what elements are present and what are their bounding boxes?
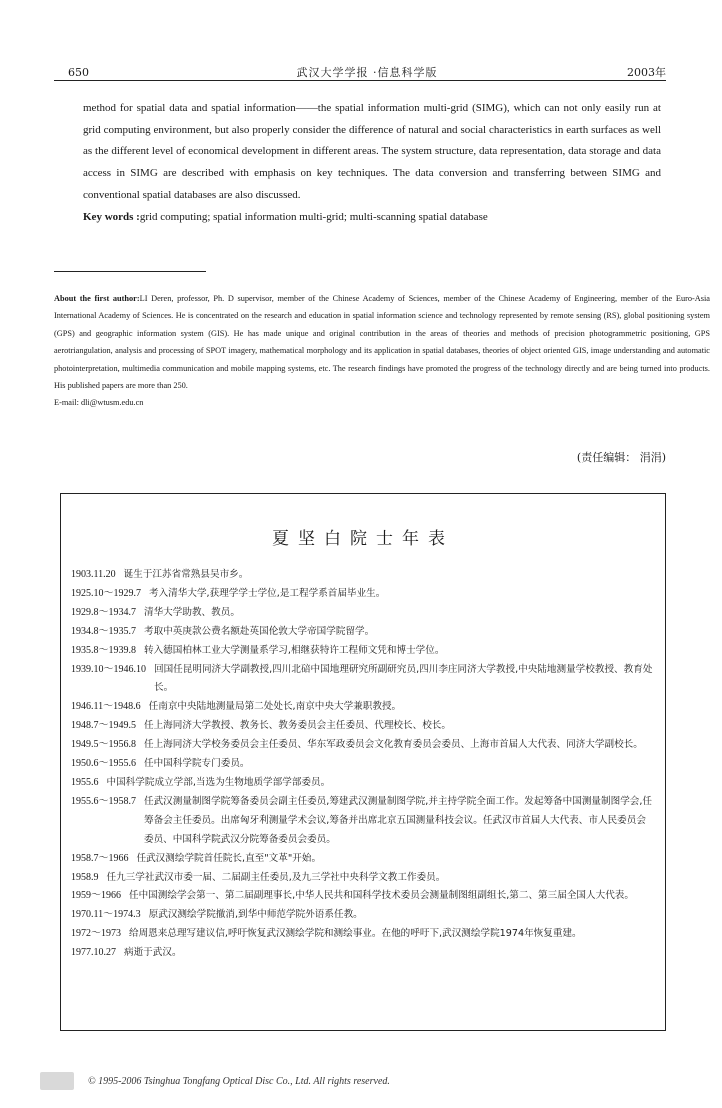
entry-date: 1948.7～1949.5 <box>71 720 136 732</box>
author-email: E-mail: dli@wtusm.edu.cn <box>54 398 144 408</box>
chronology-entry <box>71 717 655 736</box>
entry-text: 清华大学助教、教员。 <box>144 606 240 618</box>
chronology-box <box>60 493 666 1031</box>
editor-note: (责任编辑： 涓涓) <box>576 451 666 464</box>
chronology-entry <box>71 906 655 925</box>
entry-date: 1935.8～1939.8 <box>71 644 136 656</box>
entry-date: 1949.5～1956.8 <box>71 739 136 751</box>
footnote-label: About the first author: <box>54 294 140 303</box>
chronology-entry <box>71 755 655 774</box>
entry-text: 任南京中央陆地测量局第二处处长,南京中央大学兼职教授。 <box>148 701 402 713</box>
chronology-entry <box>71 604 655 623</box>
abstract <box>83 98 661 228</box>
journal-title: 武汉大学学报 ·信息科学版 <box>296 66 438 79</box>
entry-text: 任中国测绘学会第一、第二届副理事长,中华人民共和国科学技术委员会测量制图组副组长,第二、第三届全国人大代表。 <box>129 890 634 902</box>
chronology-entry <box>71 661 655 699</box>
entry-text: 转入德国柏林工业大学测量系学习,相继获特许工程师文凭和博士学位。 <box>144 644 445 656</box>
entry-date: 1958.9 <box>71 871 99 883</box>
page-number: 650 <box>68 66 89 79</box>
entry-date: 1958.7～1966 <box>71 852 129 864</box>
entry-text: 给周恩来总理写建议信,呼吁恢复武汉测绘学院和测绘事业。在他的呼吁下,武汉测绘学院1974年恢复重建。 <box>129 928 582 940</box>
entry-text: 任上海同济大学校务委员会主任委员、华东军政委员会文化教育委员会委员、上海市首届人大代表、同济大学副校长。 <box>144 739 643 751</box>
entry-text: 诞生于江苏省常熟县吴市乡。 <box>123 569 249 580</box>
chronology-entry <box>71 623 655 642</box>
entry-date: 1977.10.27 <box>71 947 116 959</box>
entry-text: 任九三学社武汉市委一届、二届副主任委员,及九三学社中央科学文教工作委员。 <box>106 871 446 883</box>
entry-text: 任武汉测绘学院首任院长,直至"文革"开始。 <box>136 852 322 864</box>
entry-date: 1950.6～1955.6 <box>71 758 136 770</box>
entry-date: 1959～1966 <box>71 890 121 902</box>
publisher-logo <box>40 1072 74 1090</box>
entry-text: 原武汉测绘学院撤消,到华中师范学院外语系任教。 <box>148 909 363 921</box>
entry-text: 任中国科学院专门委员。 <box>144 758 250 770</box>
chronology-entry <box>71 850 655 869</box>
entry-date: 1903.11.20 <box>71 569 116 580</box>
abstract-text: method for spatial data and spatial information——the spatial information multi-grid (SIMG), which can not only easily run at grid computing environment, but also properly consider the difference of natural and social characteristics in earth surfaces as well as the different level of economical development in different areas. The system structure, data representation, data storage and data access in SIMG are described with emphasis on key techniques. The data conversion and transferring between SIMG and conventional spatial databases are also discussed. <box>83 102 661 201</box>
entry-text: 考入清华大学,获理学学士学位,是工程学系首届毕业生。 <box>149 587 386 599</box>
entry-date: 1939.10～1946.10 <box>71 663 146 675</box>
entry-date: 1972～1973 <box>71 928 121 940</box>
chronology-entry <box>71 642 655 661</box>
keywords <box>83 207 661 229</box>
header-rule <box>54 80 666 81</box>
chronology-entry <box>71 793 655 850</box>
entry-text: 任上海同济大学教授、教务长、教务委员会主任委员、代理校长、校长。 <box>144 720 451 732</box>
entry-text: 回国任昆明同济大学副教授,四川北碚中国地理研究所副研究员,四川李庄同济大学教授,中央陆地测量学校教授、教育处长。 <box>154 663 653 694</box>
chronology-entry <box>71 944 655 963</box>
entry-date: 1946.11～1948.6 <box>71 701 141 713</box>
page-header <box>68 64 666 80</box>
chronology-entry <box>71 887 655 906</box>
entry-date: 1925.10～1929.7 <box>71 587 141 599</box>
entry-date: 1934.8～1935.7 <box>71 625 136 637</box>
chronology-entry <box>71 736 655 755</box>
copyright-notice: © 1995-2006 Tsinghua Tongfang Optical Disc Co., Ltd. All rights reserved. <box>88 1076 390 1087</box>
entry-date: 1929.8～1934.7 <box>71 606 136 618</box>
chronology-entry <box>71 698 655 717</box>
author-footnote <box>54 290 710 412</box>
chronology-entry <box>71 774 655 793</box>
chronology-title: 夏坚白院士年表 <box>272 529 454 549</box>
entry-text: 考取中英庚款公费名额赴英国伦敦大学帝国学院留学。 <box>144 625 375 637</box>
chronology-list <box>71 566 655 963</box>
year: 2003年 <box>627 66 666 79</box>
entry-text: 病逝于武汉。 <box>124 947 182 959</box>
keywords-text: grid computing; spatial information multi-grid; multi-scanning spatial database <box>139 210 488 223</box>
entry-date: 1970.11～1974.3 <box>71 909 141 921</box>
entry-text: 任武汉测量制图学院筹备委员会副主任委员,筹建武汉测量制图学院,并主持学院全面工作。发起筹备中国测量制图学会,任筹备会主任委员。出席匈牙利测量学术会议,筹备并出席北京五国测量科技会议。任武汉市首届人大代表、市人民委员会委员、中国科学院武汉分院筹备委员会委员。 <box>144 795 653 845</box>
footnote-rule <box>54 271 206 272</box>
chronology-entry <box>71 585 655 604</box>
entry-date: 1955.6～1958.7 <box>71 795 136 807</box>
entry-date: 1955.6 <box>71 776 99 788</box>
chronology-entry <box>71 566 655 585</box>
chronology-entry <box>71 869 655 888</box>
chronology-entry <box>71 925 655 944</box>
entry-text: 中国科学院成立学部,当选为生物地质学部学部委员。 <box>106 776 331 788</box>
footnote-text: LI Deren, professor, Ph. D supervisor, member of the Chinese Academy of Sciences, member of the Chinese Academy of Engineering, member of the Euro-Asia International Academy of Sciences. He is concentrated on the research and education in spatial information science and technology represented by remote sensing (RS), global positioning system (GPS) and geographic information system (GIS). He has made unique and original contribution in the areas of theories and methods of precision photogrammetric positioning, GPS aerotriangulation, analysis and processing of SPOT imagery, mathematical morphology and its application in spatial databases, theories of object oriented GIS, image understanding and automatic photointerpretation, multimedia communication and mobile mapping systems, etc. The research findings have promoted the progress of the technology directly and are being turned into products. His published papers are more than 250. <box>54 294 710 391</box>
keywords-label: Key words : <box>83 210 140 223</box>
